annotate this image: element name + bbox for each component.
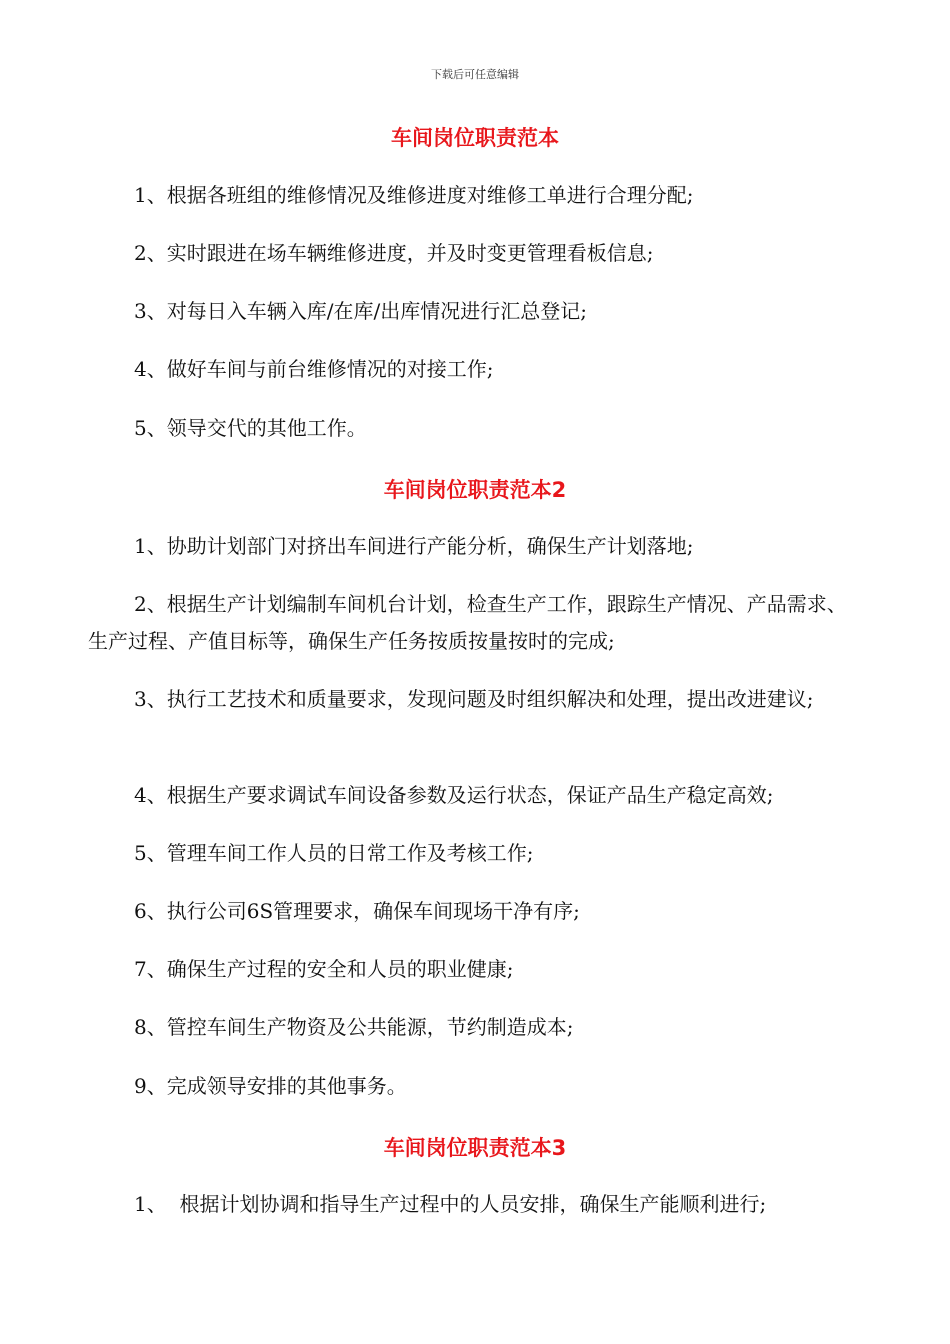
section-2-item-1: 1、协助计划部门对挤出车间进行产能分析，确保生产计划落地; [134, 534, 694, 558]
section-3-item-1: 1、 根据计划协调和指导生产过程中的人员安排，确保生产能顺利进行; [134, 1192, 767, 1216]
section-2-title: 车间岗位职责范本2 [383, 478, 567, 502]
section-2-item-4: 4、根据生产要求调试车间设备参数及运行状态，保证产品生产稳定高效; [134, 783, 774, 807]
section-3-title: 车间岗位职责范本3 [383, 1136, 567, 1160]
section-1-title: 车间岗位职责范本 [391, 126, 559, 150]
section-2-item-9: 9、完成领导安排的其他事务。 [134, 1074, 407, 1098]
section-1-item-2: 2、实时跟进在场车辆维修进度，并及时变更管理看板信息; [134, 241, 654, 265]
section-2-item-2: 2、根据生产计划编制车间机台计划，检查生产工作，跟踪生产情况、产品需求、生产过程、产值目标等，确保生产任务按质按量按时的完成; [88, 592, 847, 653]
section-1-item-4: 4、做好车间与前台维修情况的对接工作; [134, 357, 494, 381]
section-1-item-3: 3、对每日入车辆入库/在库/出库情况进行汇总登记; [134, 299, 587, 323]
section-2-item-8: 8、管控车间生产物资及公共能源，节约制造成本; [134, 1015, 574, 1039]
page-header-note: 下载后可任意编辑 [431, 68, 519, 81]
section-1-item-1: 1、根据各班组的维修情况及维修进度对维修工单进行合理分配; [134, 183, 694, 207]
section-1-item-5: 5、领导交代的其他工作。 [134, 416, 367, 440]
section-2-item-5: 5、管理车间工作人员的日常工作及考核工作; [134, 841, 534, 865]
section-2-item-6: 6、执行公司6S管理要求，确保车间现场干净有序; [134, 899, 580, 923]
section-2-item-7: 7、确保生产过程的安全和人员的职业健康; [134, 957, 514, 981]
section-2-item-3: 3、执行工艺技术和质量要求，发现问题及时组织解决和处理，提出改进建议; [134, 687, 814, 711]
